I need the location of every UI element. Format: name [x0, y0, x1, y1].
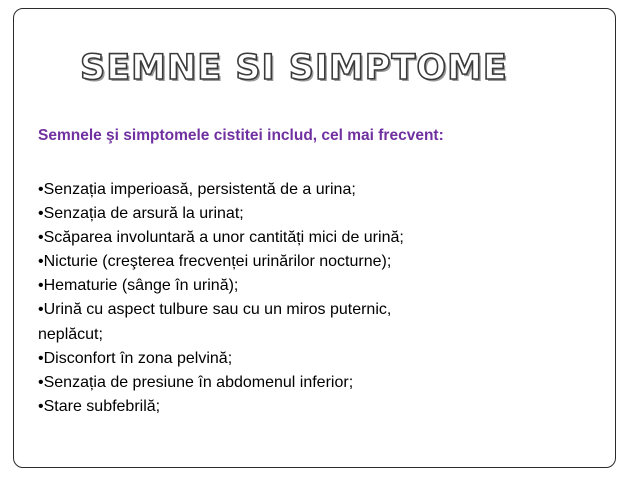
symptom-list	[38, 178, 404, 419]
slide-title: SEMNE SI SIMPTOME	[80, 48, 508, 88]
list-item: •Stare subfebrilă;	[38, 397, 161, 415]
intro-text: Semnele şi simptomele cistitei includ, cel mai frecvent:	[38, 127, 444, 144]
list-item: •Senzația imperioasă, persistentă de a urina;	[38, 181, 356, 198]
list-item: •Disconfort în zona pelvină;	[38, 349, 233, 367]
list-item: •Hematurie (sânge în urină);	[38, 277, 239, 295]
list-item: •Senzația de arsură la urinat;	[38, 205, 244, 223]
list-item: neplăcut;	[38, 325, 103, 343]
list-item: •Urină cu aspect tulbure sau cu un miros puternic,	[38, 301, 392, 319]
list-item: •Scăparea involuntară a unor cantități mici de urină;	[38, 229, 404, 247]
list-item: •Senzația de presiune în abdomenul inferior;	[38, 373, 354, 391]
list-item: •Nicturie (creşterea frecvenței urinărilor nocturne);	[38, 253, 392, 271]
